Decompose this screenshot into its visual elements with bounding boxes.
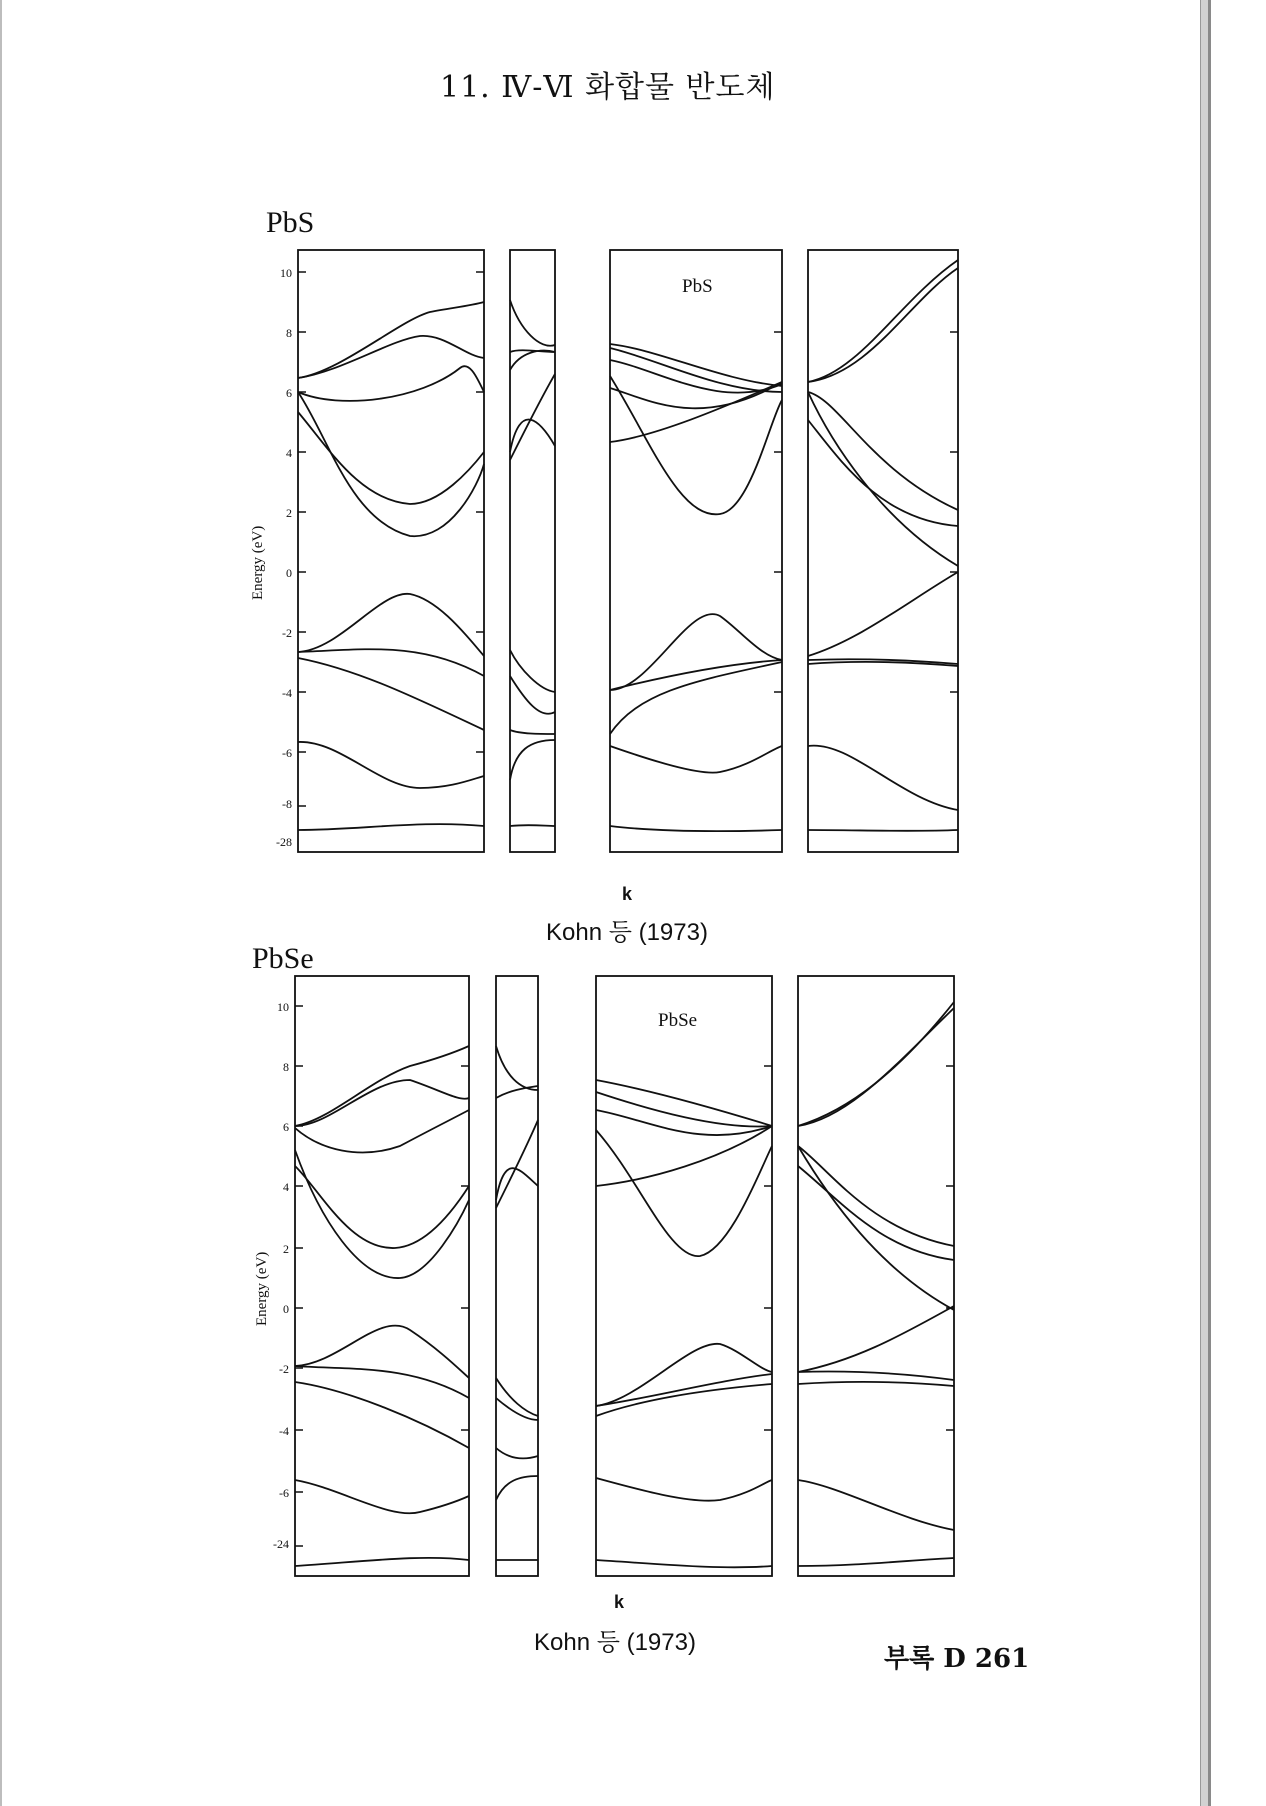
- pbs-ytick: -6: [282, 746, 292, 760]
- pbs-inner-label: PbS: [682, 276, 713, 297]
- pbs-panel-x-gamma: [610, 250, 782, 852]
- pbs-k-axis-label: k: [622, 884, 633, 904]
- page-title: 11. Ⅳ-Ⅵ 화합물 반도체: [440, 70, 776, 105]
- pbs-panel-k-x: [510, 250, 555, 852]
- pbs-ytick: -4: [282, 686, 292, 700]
- pbs-yaxis-title: Energy (eV): [250, 525, 266, 600]
- page-footer: 부록 D 261: [884, 1644, 1030, 1674]
- pbse-panel-k-x: [496, 976, 538, 1576]
- pbse-inner-label: PbSe: [658, 1010, 698, 1031]
- figure-2-material-label: PbSe: [252, 942, 314, 975]
- pbse-ytick: -2: [279, 1362, 289, 1376]
- pbs-ytick: 2: [286, 506, 292, 520]
- figure-1-material-label: PbS: [266, 206, 315, 239]
- figure-2-caption: Kohn 등 (1973): [534, 1629, 696, 1656]
- pbs-panel-gamma-k: [298, 250, 484, 852]
- pbs-ytick: 10: [280, 266, 292, 280]
- pbs-ytick: 8: [286, 326, 292, 340]
- pbse-yaxis-ticks: [295, 1006, 954, 1546]
- pbse-ytick: 4: [283, 1180, 289, 1194]
- pbse-band-curves: [295, 1002, 954, 1567]
- pbse-k-axis-label: k: [614, 1592, 625, 1612]
- pbse-yaxis-title: Energy (eV): [254, 1251, 270, 1326]
- pbs-ytick: 6: [286, 386, 292, 400]
- pbs-band-curves: [298, 260, 958, 831]
- pbs-ytick: -8: [282, 797, 292, 811]
- pbs-ytick-labels: [276, 266, 292, 849]
- pbse-ytick: 8: [283, 1060, 289, 1074]
- pbse-ytick-labels: [273, 1000, 289, 1551]
- pbse-ytick: 6: [283, 1120, 289, 1134]
- pbse-ytick: -4: [279, 1424, 289, 1438]
- pbs-ytick: 4: [286, 446, 292, 460]
- pbs-ytick: -28: [276, 835, 292, 849]
- pbse-ytick: -24: [273, 1537, 289, 1551]
- pbse-ytick: 2: [283, 1242, 289, 1256]
- figure-1-caption: Kohn 등 (1973): [546, 919, 708, 946]
- pbse-ytick: -6: [279, 1486, 289, 1500]
- pbse-ytick: 0: [283, 1302, 289, 1316]
- pbs-ytick: 0: [286, 566, 292, 580]
- pbse-ytick: 10: [277, 1000, 289, 1014]
- pbs-ytick: -2: [282, 626, 292, 640]
